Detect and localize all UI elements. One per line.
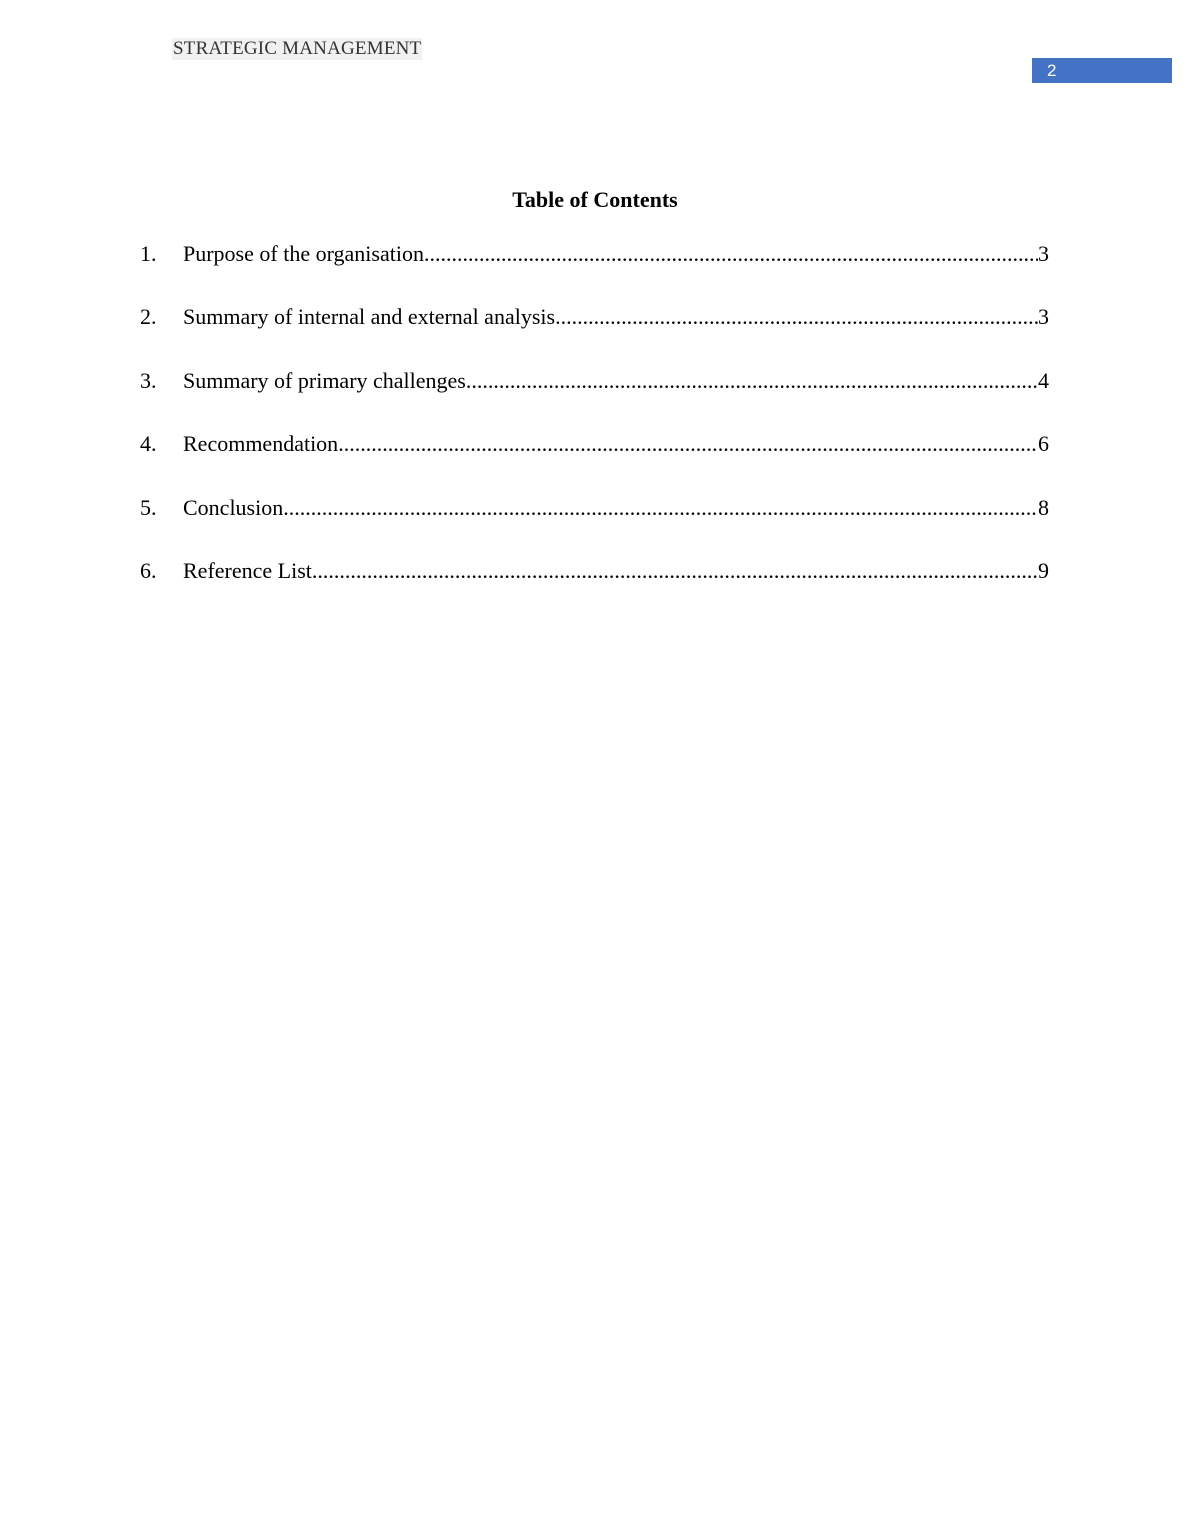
toc-dot-leader: [312, 557, 1038, 585]
toc-dot-leader: [283, 494, 1038, 522]
table-of-contents: [140, 240, 1049, 620]
running-header-title: STRATEGIC MANAGEMENT: [173, 38, 422, 59]
toc-entry-number: 2.: [140, 304, 157, 330]
toc-entry-purpose[interactable]: [140, 240, 1049, 303]
toc-dot-leader: [424, 240, 1038, 268]
page-number-badge: [1032, 58, 1172, 83]
toc-entry-page: 4: [1038, 367, 1049, 393]
toc-entry-number: 6.: [140, 557, 157, 583]
toc-entry-references[interactable]: [140, 557, 1049, 620]
toc-entry-title: Summary of primary challenges: [183, 367, 466, 393]
toc-entry-number: 3.: [140, 367, 157, 393]
toc-entry-title: Reference List: [183, 557, 312, 583]
toc-entry-conclusion[interactable]: [140, 494, 1049, 557]
toc-dot-leader: [466, 367, 1038, 395]
toc-entry-page: 6: [1038, 431, 1049, 457]
page-number: 2: [1047, 61, 1057, 80]
toc-entry-title: Conclusion: [183, 494, 284, 520]
toc-entry-challenges[interactable]: [140, 367, 1049, 430]
toc-entry-page: 9: [1038, 557, 1049, 583]
toc-heading: Table of Contents: [512, 187, 678, 212]
toc-entry-number: 5.: [140, 494, 157, 520]
toc-entry-title: Summary of internal and external analysis: [183, 304, 556, 330]
toc-entry-page: 8: [1038, 494, 1049, 520]
toc-entry-page: 3: [1038, 304, 1049, 330]
toc-entry-title: Recommendation: [183, 431, 339, 457]
toc-dot-leader: [555, 303, 1038, 331]
toc-entry-recommendation[interactable]: [140, 430, 1049, 493]
toc-entry-page: 3: [1038, 241, 1049, 266]
toc-entry-title: Purpose of the organisation: [183, 241, 424, 266]
toc-entry-analysis[interactable]: [140, 303, 1049, 366]
toc-dot-leader: [338, 430, 1038, 458]
toc-entry-number: 4.: [140, 431, 157, 457]
toc-entry-number: 1.: [140, 241, 157, 266]
